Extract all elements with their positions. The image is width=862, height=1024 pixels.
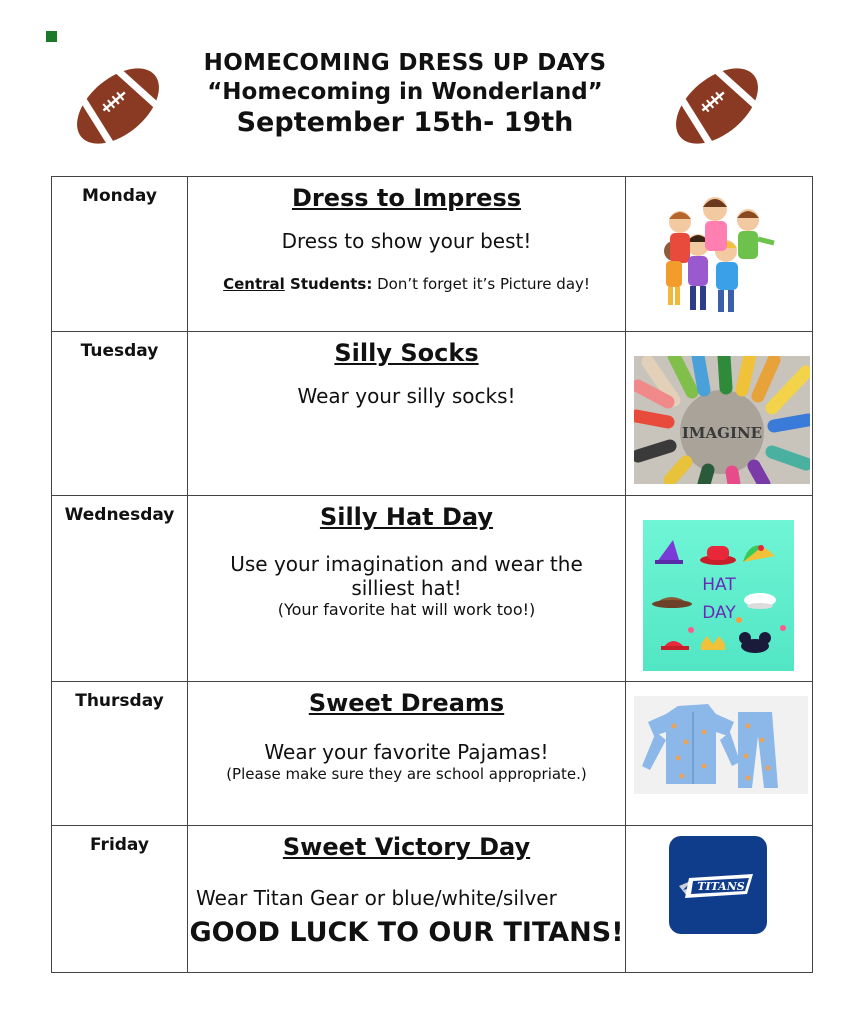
- theme-description: Use your imagination and wear the silliest hat!: [230, 552, 583, 600]
- theme-description: Wear your silly socks!: [297, 384, 516, 408]
- titans-logo: [669, 836, 767, 934]
- table-row: [52, 177, 813, 332]
- theme-description: Wear your favorite Pajamas!: [264, 740, 549, 764]
- pajamas-photo: [634, 696, 808, 794]
- silly-socks-photo: [634, 356, 810, 484]
- theme-cell: [188, 826, 626, 973]
- dress-up-schedule-table: [51, 176, 813, 973]
- kids-group-icon: [660, 187, 778, 317]
- theme-title: Sweet Victory Day: [282, 833, 531, 861]
- note-prefix: Central: [223, 275, 285, 293]
- note-text: Don’t forget it’s Picture day!: [372, 275, 590, 293]
- hat-text: HAT: [702, 575, 736, 595]
- day-label: Monday: [82, 186, 157, 206]
- football-icon: [70, 60, 166, 152]
- svg-text:IMAGINE: IMAGINE: [681, 424, 763, 442]
- day-cell: [52, 682, 188, 826]
- image-cell: [626, 177, 813, 332]
- header-theme: “Homecoming in Wonderland”: [207, 79, 603, 105]
- football-icon: [669, 60, 765, 152]
- header-title: HOMECOMING DRESS UP DAYS: [203, 50, 607, 76]
- day-cell: [52, 177, 188, 332]
- note-bold: Students:: [284, 275, 373, 293]
- day-label: Wednesday: [64, 505, 175, 525]
- table-row: [52, 682, 813, 826]
- theme-description: Dress to show your best!: [281, 229, 532, 253]
- page-header: [170, 48, 640, 140]
- theme-title: Dress to Impress: [291, 184, 522, 212]
- titans-logo-text: TITANS: [697, 880, 745, 893]
- day-cell: [52, 826, 188, 973]
- table-row: [52, 496, 813, 682]
- theme-cell: [188, 682, 626, 826]
- image-cell: [626, 496, 813, 682]
- day-label: Friday: [90, 835, 149, 855]
- hat-day-graphic: [643, 520, 794, 671]
- theme-cell: [188, 177, 626, 332]
- theme-cell: [188, 496, 626, 682]
- picture-day-note: [188, 275, 625, 293]
- image-cell: [626, 332, 813, 496]
- day-cell: [52, 496, 188, 682]
- table-row: [52, 826, 813, 973]
- header-dates: September 15th- 19th: [236, 107, 574, 138]
- image-cell: [626, 826, 813, 973]
- theme-cell: [188, 332, 626, 496]
- day-label: Thursday: [75, 691, 164, 711]
- theme-description: Wear Titan Gear or blue/white/silver: [196, 886, 557, 910]
- day-label: Tuesday: [80, 341, 159, 361]
- day-text: DAY: [702, 603, 736, 623]
- table-row: [52, 332, 813, 496]
- theme-title: Silly Socks: [334, 339, 479, 367]
- theme-title: Silly Hat Day: [319, 503, 494, 531]
- image-cell: [626, 682, 813, 826]
- theme-detail: (Your favorite hat will work too!): [277, 600, 536, 619]
- theme-title: Sweet Dreams: [308, 689, 505, 717]
- good-luck-slogan: GOOD LUCK TO OUR TITANS!: [189, 917, 624, 948]
- day-cell: [52, 332, 188, 496]
- theme-detail: (Please make sure they are school appropriate.): [226, 765, 587, 783]
- green-marker: [46, 31, 57, 42]
